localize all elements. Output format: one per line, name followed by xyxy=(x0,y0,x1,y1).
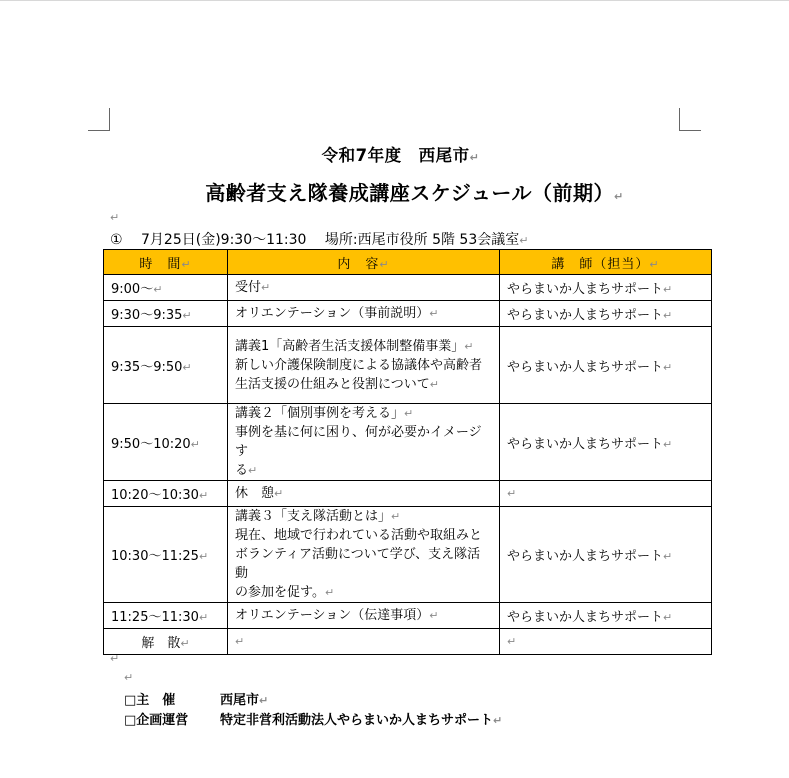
content-line: の参加を促す。↵ xyxy=(235,585,335,600)
content-line: ボランティア活動について学び、支え隊活動 xyxy=(235,547,481,581)
content-line: ↵ xyxy=(235,635,245,648)
cell-time: 解 散↵ xyxy=(104,629,228,655)
content-line: オリエンテーション（伝達事項）↵ xyxy=(235,608,439,623)
cell-time: 9:30～9:35↵ xyxy=(104,301,228,327)
cell-content xyxy=(228,603,500,629)
table-row xyxy=(104,327,712,404)
table-row xyxy=(104,507,712,603)
session-place: 場所:西尾市役所 5階 53会議室 xyxy=(324,232,520,248)
ruler-top-border xyxy=(0,0,789,1)
cell-content xyxy=(228,404,500,481)
table-header-row xyxy=(104,250,712,275)
cell-instructor: やらまいか人まちサポート↵ xyxy=(500,327,712,404)
header-instructor: 講 師（担当）↵ xyxy=(500,250,712,275)
cell-time: 9:00～↵ xyxy=(104,275,228,301)
cell-instructor: やらまいか人まちサポート↵ xyxy=(500,507,712,603)
content-line: 講義３「支え隊活動とは」↵ xyxy=(235,509,401,524)
content-line: 講義1「高齢者生活支援体制整備事業」↵ xyxy=(235,338,474,354)
cell-content xyxy=(228,327,500,404)
content-line: 休 憩↵ xyxy=(235,486,284,501)
content-line: る↵ xyxy=(235,463,258,478)
content-line: 受付↵ xyxy=(235,280,271,295)
empty-paragraph: ↵ xyxy=(110,652,120,665)
table-row xyxy=(104,275,712,301)
cell-time: 9:50～10:20↵ xyxy=(104,404,228,481)
cell-time: 10:30～11:25↵ xyxy=(104,507,228,603)
cell-content xyxy=(228,507,500,603)
cell-instructor: やらまいか人まちサポート↵ xyxy=(500,301,712,327)
content-line: 講義２「個別事例を考える」↵ xyxy=(235,406,414,421)
cell-time: 10:20～10:30↵ xyxy=(104,481,228,507)
cell-content xyxy=(228,301,500,327)
content-line: 事例を基に何に困り、何が必要かイメージす xyxy=(235,425,482,459)
schedule-table xyxy=(103,249,712,655)
session-number: ① xyxy=(110,232,123,248)
content-line: オリエンテーション（事前説明）↵ xyxy=(235,306,439,321)
session-info: ① 7月25日(金)9:30～11:30 場所:西尾市役所 5階 53会議室↵ xyxy=(110,232,529,248)
cell-instructor: ↵ xyxy=(500,629,712,655)
footer-operator-label: □企画運営 xyxy=(124,713,189,728)
table-row xyxy=(104,481,712,507)
header-content: 内 容↵ xyxy=(228,250,500,275)
session-datetime: 7月25日(金)9:30～11:30 xyxy=(141,232,307,248)
cell-instructor: やらまいか人まちサポート↵ xyxy=(500,404,712,481)
document-title-line2: 高齢者支え隊養成講座スケジュール（前期）↵ xyxy=(205,181,624,205)
cell-instructor: やらまいか人まちサポート↵ xyxy=(500,603,712,629)
table-row xyxy=(104,404,712,481)
cell-time: 9:35～9:50↵ xyxy=(104,327,228,404)
table-row xyxy=(104,301,712,327)
table-row xyxy=(104,603,712,629)
table-row xyxy=(104,629,712,655)
footer-organizer: □主 催 西尾市↵ xyxy=(124,689,268,708)
cell-content xyxy=(228,629,500,655)
cell-instructor: ↵ xyxy=(500,481,712,507)
margin-corner-right xyxy=(679,108,701,131)
content-line: 新しい介護保険制度による協議体や高齢者 xyxy=(235,357,483,373)
cell-content xyxy=(228,275,500,301)
cell-instructor: やらまいか人まちサポート↵ xyxy=(500,275,712,301)
empty-paragraph: ↵ xyxy=(124,671,134,684)
footer-operator: □企画運営 特定非営利活動法人やらまいか人まちサポート↵ xyxy=(124,709,502,728)
cell-time: 11:25～11:30↵ xyxy=(104,603,228,629)
margin-corner-left xyxy=(88,108,110,131)
document-title-line1: 令和7年度 西尾市↵ xyxy=(321,146,480,165)
cell-content xyxy=(228,481,500,507)
content-line: 現在、地域で行われている活動や取組みと xyxy=(235,528,483,543)
footer-organizer-value: 西尾市 xyxy=(220,693,260,708)
empty-paragraph: ↵ xyxy=(110,211,120,224)
header-time: 時 間↵ xyxy=(104,250,228,275)
footer-organizer-label: □主 催 xyxy=(124,693,176,708)
footer-operator-value: 特定非営利活動法人やらまいか人まちサポート xyxy=(220,713,494,728)
content-line: 生活支援の仕組みと役割について↵ xyxy=(235,376,439,392)
